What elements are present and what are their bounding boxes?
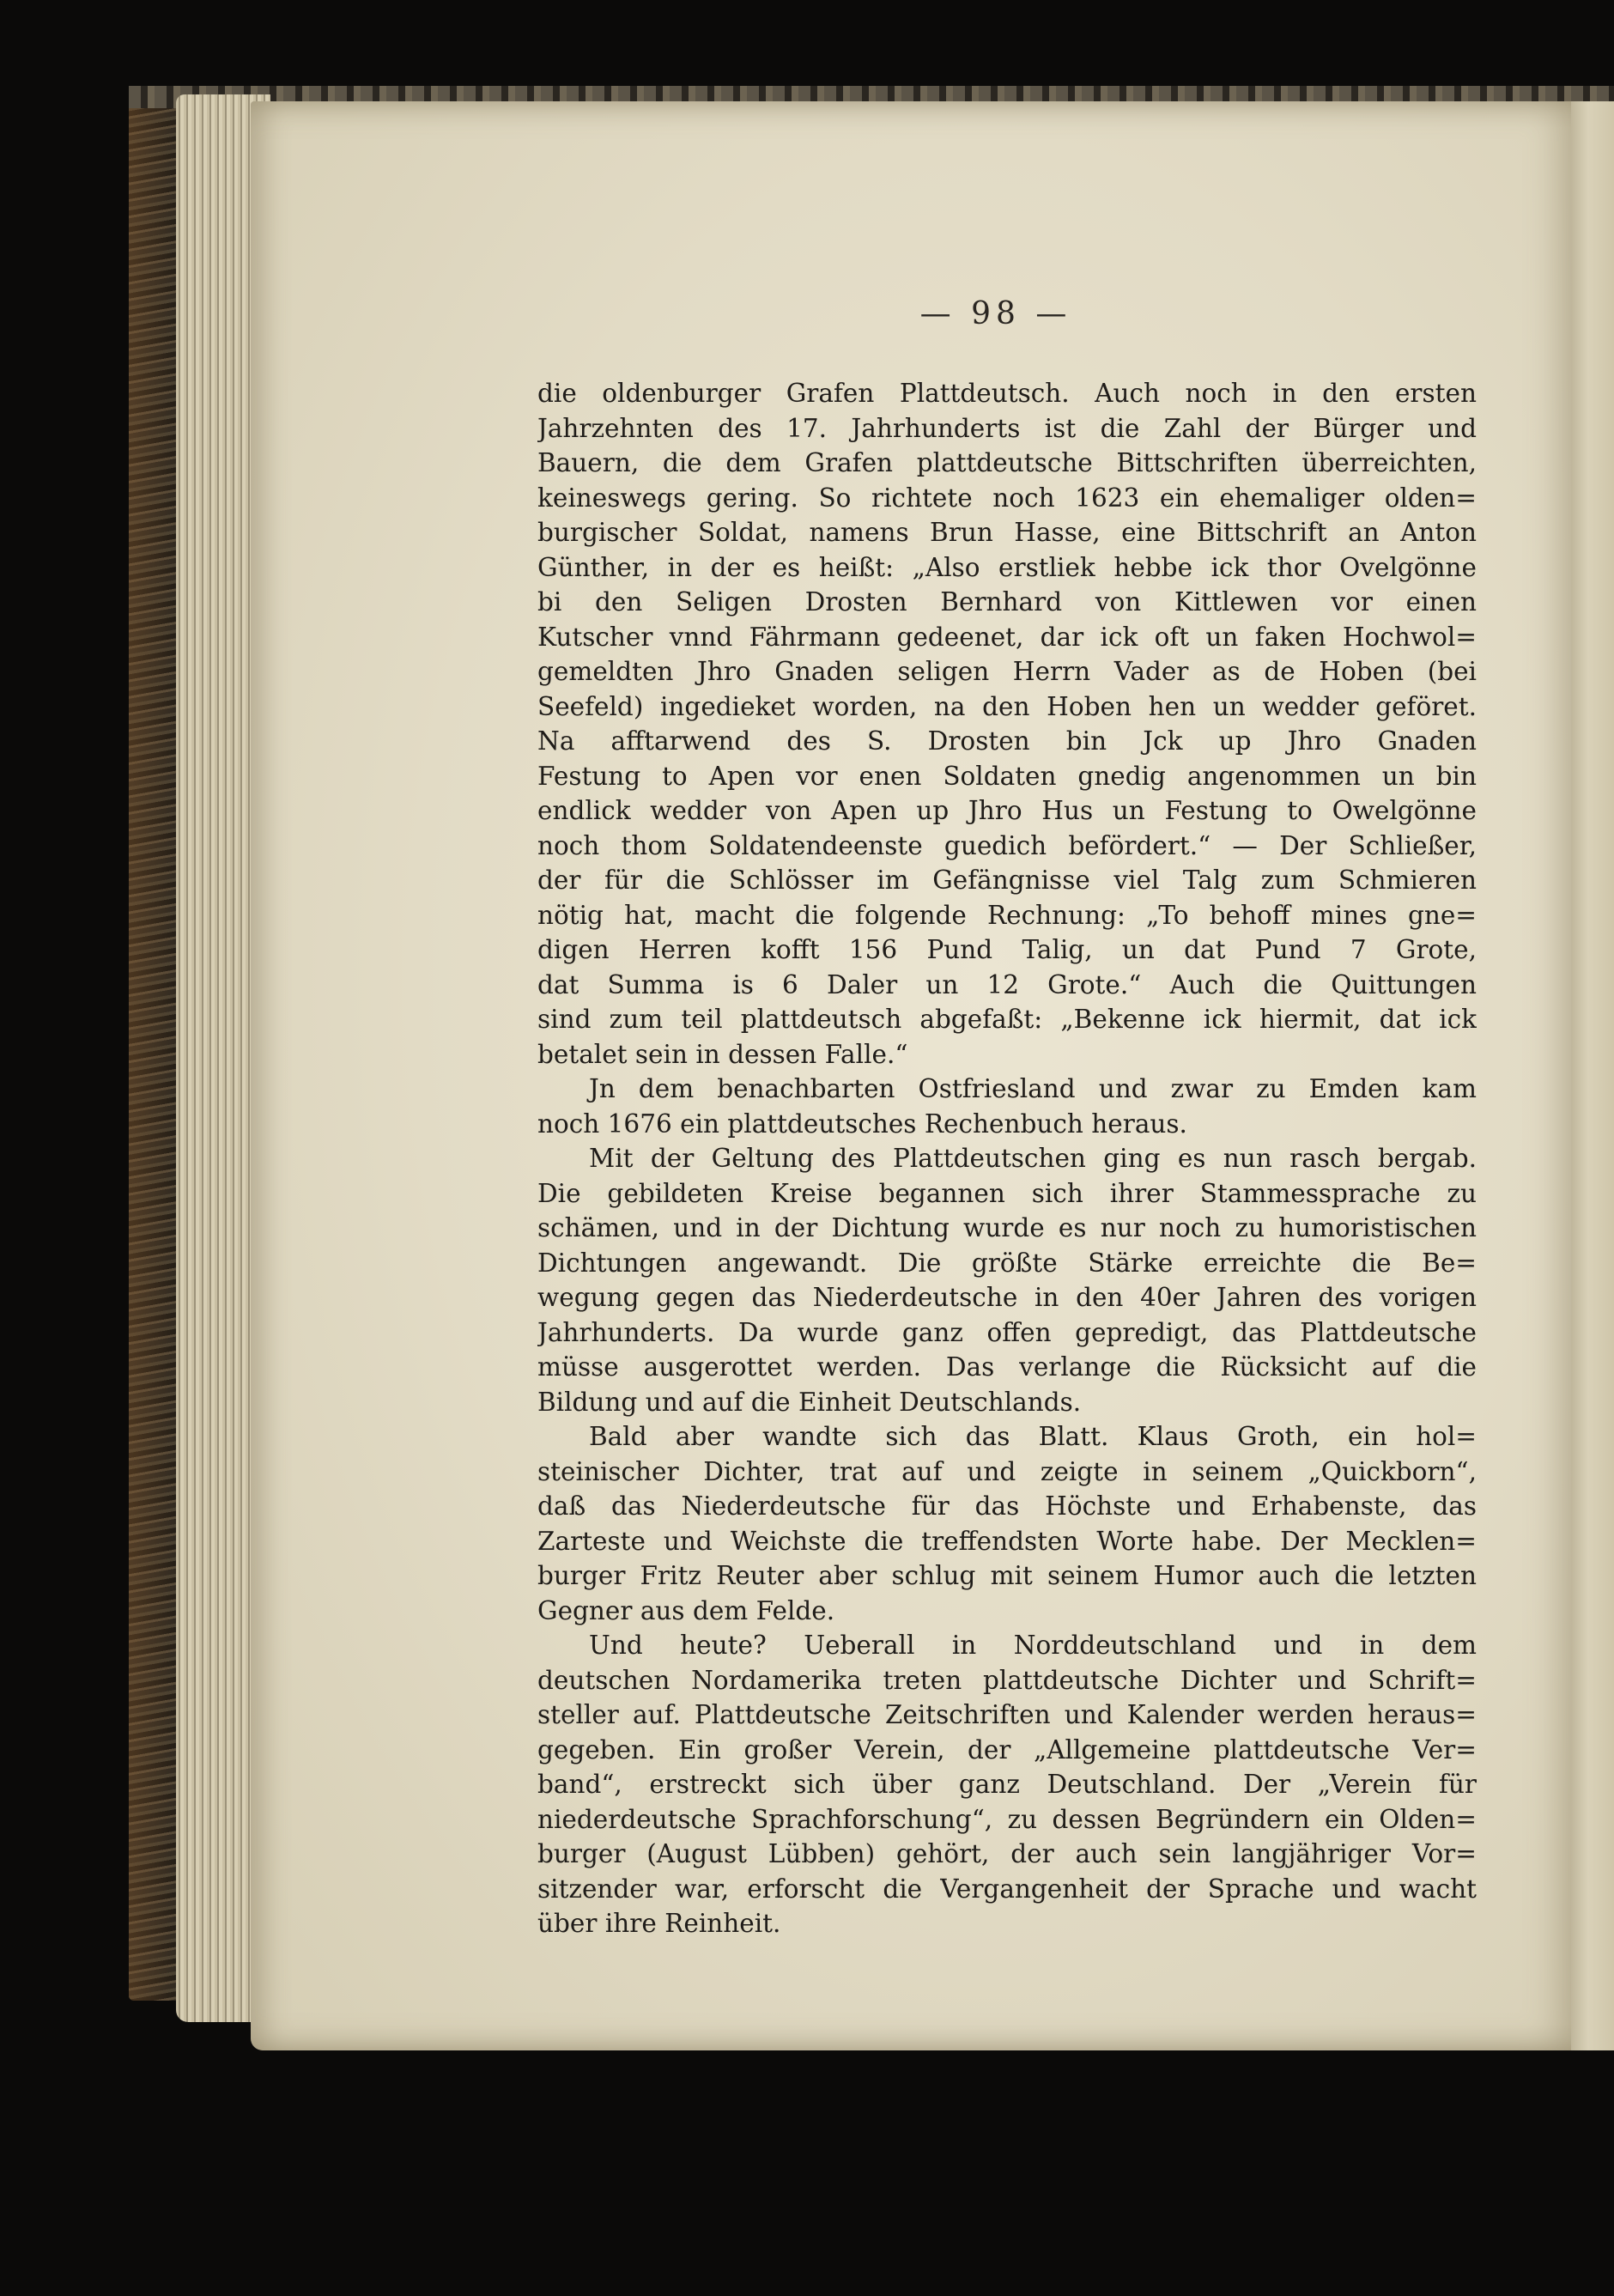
- text-line: bi den Seligen Drosten Bernhard von Kittlewen vor einen: [537, 587, 1477, 617]
- text-line: Und heute? Ueberall in Norddeutschland und in dem: [589, 1631, 1477, 1660]
- text-line: über ihre Reinheit.: [537, 1909, 781, 1938]
- text-line: burger (August Lübben) gehört, der auch sein langjähriger Vor=: [537, 1839, 1477, 1868]
- text-line: digen Herren kofft 156 Pund Talig, un dat Pund 7 Grote,: [537, 935, 1477, 964]
- text-line: Kutscher vnnd Fährmann gedeenet, dar ick oft un faken Hochwol=: [537, 622, 1477, 652]
- text-line: Jahrhunderts. Da wurde ganz offen gepredigt, das Plattdeutsche: [537, 1317, 1477, 1347]
- text-line: der für die Schlösser im Gefängnisse viel Talg zum Schmieren: [537, 866, 1477, 895]
- text-line: noch thom Soldatendeenste guedich befördert.“ — Der Schließer,: [537, 830, 1477, 860]
- text-line: Gegner aus dem Felde.: [537, 1595, 835, 1625]
- text-line: Bildung und auf die Einheit Deutschlands.: [537, 1387, 1082, 1417]
- text-line: sitzender war, erforscht die Vergangenheit der Sprache und wacht: [537, 1874, 1477, 1904]
- text-line: Jahrzehnten des 17. Jahrhunderts ist die Zahl der Bürger und: [537, 413, 1477, 443]
- text-line: burger Fritz Reuter aber schlug mit seinem Humor auch die letzten: [537, 1561, 1477, 1590]
- text-line: noch 1676 ein plattdeutsches Rechenbuch heraus.: [537, 1109, 1187, 1139]
- text-line: Bald aber wandte sich das Blatt. Klaus Groth, ein hol=: [589, 1422, 1477, 1451]
- text-line: Zarteste und Weichste die treffendsten Worte habe. Der Mecklen=: [537, 1526, 1477, 1556]
- text-line: gegeben. Ein großer Verein, der „Allgemeine plattdeutsche Ver=: [537, 1734, 1477, 1765]
- text-line: keineswegs gering. So richtete noch 1623 ein ehemaliger olden=: [537, 483, 1477, 513]
- text-line: deutschen Nordamerika treten plattdeutsche Dichter und Schrift=: [537, 1665, 1477, 1695]
- text-line: betalet sein in dessen Falle.“: [537, 1039, 908, 1069]
- text-line: burgischer Soldat, namens Brun Hasse, eine Bittschrift an Anton: [537, 518, 1477, 547]
- text-line: nötig hat, macht die folgende Rechnung: „To behoff mines gne=: [537, 900, 1477, 930]
- page-number: — 98 —: [919, 296, 1072, 331]
- text-line: wegung gegen das Niederdeutsche in den 40er Jahren des vorigen: [537, 1283, 1477, 1312]
- text-line: schämen, und in der Dichtung wurde es nur noch zu humoristischen: [537, 1213, 1477, 1242]
- text-line: Mit der Geltung des Plattdeutschen ging es nun rasch bergab.: [589, 1144, 1477, 1173]
- text-line: steinischer Dichter, trat auf und zeigte in seinem „Quickborn“,: [537, 1456, 1477, 1486]
- text-line: gemeldten Jhro Gnaden seligen Herrn Vader as de Hoben (bei: [537, 657, 1477, 686]
- book-gutter: [1571, 101, 1614, 2050]
- text-line: daß das Niederdeutsche für das Höchste und Erhabenste, das: [537, 1491, 1477, 1521]
- text-line: Na afftarwend des S. Drosten bin Jck up Jhro Gnaden: [537, 726, 1477, 756]
- text-line: Bauern, die dem Grafen plattdeutsche Bittschriften überreichten,: [537, 448, 1477, 477]
- page-body-text: [537, 376, 1477, 1941]
- text-line: Jn dem benachbarten Ostfriesland und zwar zu Emden kam: [589, 1074, 1477, 1103]
- text-line: niederdeutsche Sprachforschung“, zu dessen Begründern ein Olden=: [537, 1804, 1477, 1834]
- text-line: Festung to Apen vor enen Soldaten gnedig angenommen un bin: [537, 761, 1477, 791]
- text-line: dat Summa is 6 Daler un 12 Grote.“ Auch die Quittungen: [537, 969, 1477, 999]
- text-line: Seefeld) ingedieket worden, na den Hoben hen un wedder geföret.: [537, 691, 1477, 721]
- text-line: Günther, in der es heißt: „Also erstliek hebbe ick thor Ovelgönne: [537, 552, 1477, 582]
- text-line: endlick wedder von Apen up Jhro Hus un Festung to Owelgönne: [537, 796, 1477, 825]
- text-line: die oldenburger Grafen Plattdeutsch. Auch noch in den ersten: [537, 379, 1477, 408]
- text-line: band“, erstreckt sich über ganz Deutschland. Der „Verein für: [537, 1770, 1477, 1799]
- text-line: Dichtungen angewandt. Die größte Stärke erreichte die Be=: [537, 1248, 1477, 1278]
- text-line: steller auf. Plattdeutsche Zeitschriften und Kalender werden heraus=: [537, 1700, 1477, 1729]
- text-line: müsse ausgerottet werden. Das verlange die Rücksicht auf die: [537, 1352, 1477, 1382]
- text-line: sind zum teil plattdeutsch abgefaßt: „Bekenne ick hiermit, dat ick: [537, 1005, 1477, 1034]
- text-line: Die gebildeten Kreise begannen sich ihrer Stammessprache zu: [537, 1178, 1477, 1208]
